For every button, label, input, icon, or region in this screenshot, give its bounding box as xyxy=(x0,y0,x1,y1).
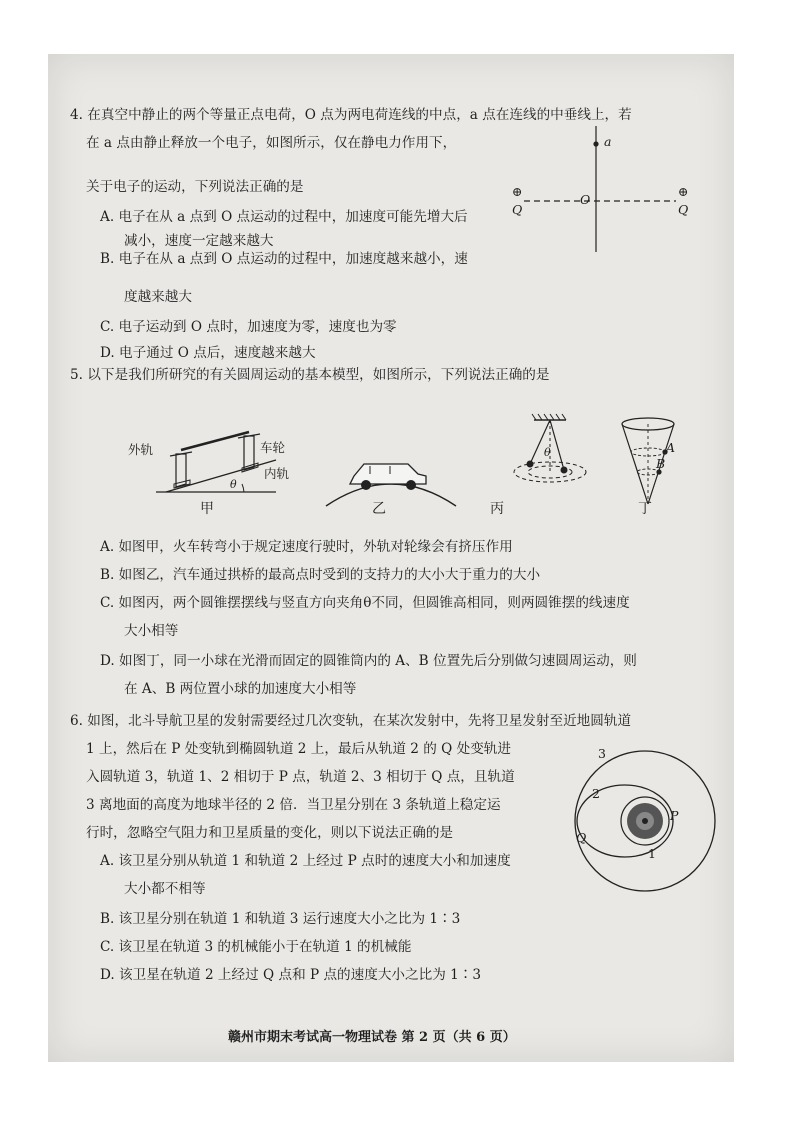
q6-line1: 6. 如图，北斗导航卫星的发射需要经过几次变轨，在某次发射中，先将卫星发射至近地圆轨道 xyxy=(70,713,632,729)
theta-label-bing: θ xyxy=(544,446,551,459)
orbit-2-label: 2 xyxy=(592,786,600,801)
q6-line2: 1 上，然后在 P 处变轨到椭圆轨道 2 上，最后从轨道 2 的 Q 处变轨进 xyxy=(86,741,511,757)
q4-point-o-label: O xyxy=(580,192,591,207)
q4-line1: 4. 在真空中静止的两个等量正点电荷，O 点为两电荷连线的中点，a 点在连线的中垂线上，若 xyxy=(70,107,632,123)
q6-option-b: B. 该卫星分别在轨道 1 和轨道 3 运行速度大小之比为 1∶3 xyxy=(100,911,461,927)
q5-option-c-line1: C. 如图丙，两个圆锥摆摆线与竖直方向夹角θ不同，但圆锥高相同，则两圆锥摆的线速度 xyxy=(100,595,630,611)
q4-plus-right: ⊕ xyxy=(678,184,689,199)
q4-charge-right-label: Q xyxy=(678,202,689,217)
q6-line5: 行时，忽略空气阻力和卫星质量的变化，则以下说法正确的是 xyxy=(86,825,454,841)
q4-point-a-label: a xyxy=(604,134,612,149)
figure-bing-label: 丙 xyxy=(490,501,504,517)
point-q-label: Q xyxy=(576,830,587,845)
q5-option-d-line1: D. 如图丁，同一小球在光滑而固定的圆锥筒内的 A、B 位置先后分别做匀速圆周运动，则 xyxy=(100,653,637,669)
page-footer: 赣州市期末考试高一物理试卷 第 2 页（共 6 页） xyxy=(228,1030,516,1045)
q4-charge-left-label: Q xyxy=(512,202,523,217)
q6-line3: 入圆轨道 3，轨道 1、2 相切于 P 点，轨道 2、3 相切于 Q 点，且轨道 xyxy=(86,769,515,785)
q6-option-c: C. 该卫星在轨道 3 的机械能小于在轨道 1 的机械能 xyxy=(100,939,412,955)
q4-option-d: D. 电子通过 O 点后，速度越来越大 xyxy=(100,345,316,361)
q4-line3: 关于电子的运动，下列说法正确的是 xyxy=(86,179,304,195)
q4-plus-left: ⊕ xyxy=(512,184,523,199)
arch-bridge-car xyxy=(326,464,456,506)
q5-figures xyxy=(126,410,686,518)
orbit-1-label: 1 xyxy=(648,846,656,861)
point-p-label: P xyxy=(670,808,679,823)
outer-rail-label: 外轨 xyxy=(128,442,154,457)
q6-option-a-line1: A. 该卫星分别从轨道 1 和轨道 2 上经过 P 点时的速度大小和加速度 xyxy=(100,853,511,869)
wheel-label: 车轮 xyxy=(260,440,286,455)
q4-option-b-line1: B. 电子在从 a 点到 O 点运动的过程中，加速度越来越小，速 xyxy=(100,251,468,267)
inner-rail-label: 内轨 xyxy=(264,466,290,481)
rail-diagram xyxy=(156,432,276,492)
q5-option-b: B. 如图乙，汽车通过拱桥的最高点时受到的支持力的大小大于重力的大小 xyxy=(100,567,541,583)
q4-option-b-line2: 度越来越大 xyxy=(124,289,192,305)
q5-option-c-line2: 大小相等 xyxy=(124,623,179,639)
q4-line2: 在 a 点由静止释放一个电子，如图所示，仅在静电力作用下， xyxy=(86,135,457,151)
cone-with-balls xyxy=(622,418,674,504)
q5-stem: 5. 以下是我们所研究的有关圆周运动的基本模型，如图所示，下列说法正确的是 xyxy=(70,367,550,383)
q5-option-a: A. 如图甲，火车转弯小于规定速度行驶时，外轨对轮缘会有挤压作用 xyxy=(100,539,513,555)
point-a-label: A xyxy=(666,440,676,455)
q6-option-d: D. 该卫星在轨道 2 上经过 Q 点和 P 点的速度大小之比为 1∶3 xyxy=(100,967,482,983)
figure-ding-label: 丁 xyxy=(638,501,652,517)
figure-yi-label: 乙 xyxy=(372,501,386,517)
q6-line4: 3 离地面的高度为地球半径的 2 倍．当卫星分别在 3 条轨道上稳定运 xyxy=(86,797,501,813)
q5-option-d-line2: 在 A、B 两位置小球的加速度大小相等 xyxy=(124,681,357,697)
q4-charge-figure xyxy=(508,126,708,256)
q4-option-c: C. 电子运动到 O 点时，加速度为零，速度也为零 xyxy=(100,319,397,335)
point-b-label: B xyxy=(656,456,666,471)
q4-option-a-line1: A. 电子在从 a 点到 O 点运动的过程中，加速度可能先增大后 xyxy=(100,209,468,225)
figure-jia-label: 甲 xyxy=(200,501,214,517)
q4-option-a-line2: 减小，速度一定越来越大 xyxy=(124,233,274,249)
q6-option-a-line2: 大小都不相等 xyxy=(124,881,206,897)
q6-orbit-figure xyxy=(570,746,720,896)
theta-label-jia: θ xyxy=(230,478,237,491)
exam-paper xyxy=(48,54,734,1062)
orbit-3-label: 3 xyxy=(598,746,606,761)
